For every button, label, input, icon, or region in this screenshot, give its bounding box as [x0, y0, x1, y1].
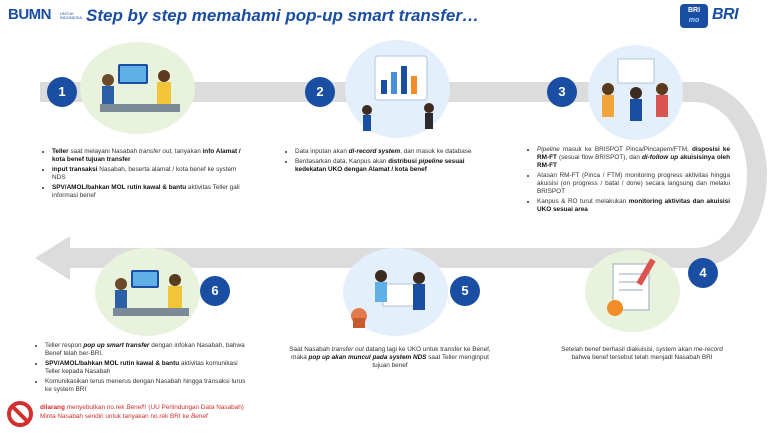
illustration-teller-1 — [80, 42, 195, 134]
step-1-bullet-2: • input transaksi Nasabah, beserta alamat / kota benef ke system NDS — [52, 166, 247, 182]
step-2-text — [285, 148, 490, 176]
document-illustration — [585, 250, 680, 332]
data-illustration — [345, 40, 450, 138]
step-2-bullet-1: • Data inputan akan di-record system, dan masuk ke database — [295, 148, 490, 156]
bri-logo: BRI — [712, 6, 739, 23]
step-1-badge: 1 — [47, 77, 77, 107]
step-5-text: Saat Nasabah transfer out datang lagi ke UKO untuk transfer ke Benef, maka pop up akan muncul pada system NDS saat Teller menginput tujuan benef — [289, 346, 491, 369]
step-1-bullet-1: • Teller saat melayani Nasabah transfer out, tanyakan info Alamat / kota benef tujuan transfer — [52, 148, 247, 164]
bumn-logo: BUMN UNTUK INDONESIA — [8, 6, 83, 23]
step-3-bullet-2: • Atasan RM-FT (Pinca / FTM) monitoring progress aktivitas hingga akuisisi (on progress / batal / done) secara langsung dan melalui BRISPOT — [537, 172, 730, 196]
team-illustration — [588, 45, 683, 140]
step-5-badge: 5 — [450, 276, 480, 306]
step-6-bullet-2: • SPV/AMOL/bahkan MOL rutin kawal & bantu aktivitas komunikasi Teller kepada Nasabah — [45, 360, 250, 376]
step-4-text: Setelah benef berhasil diakuisisi, system akan me-record bahwa benef tersebut telah menjadi Nasabah BRI — [561, 346, 723, 361]
teller-respond-illustration — [95, 248, 200, 336]
prohibited-icon — [6, 400, 34, 428]
footer-line-2: Minta Nasabah sendiri untuk tanyakan no.rek BRI ke Benef — [40, 413, 208, 420]
step-3-bullet-3: • Kanpus & RO turut melakukan monitoring aktivitas dan akuisisi UKO sesuai area — [537, 198, 730, 214]
page-title: Step by step memahami pop-up smart transfer… — [86, 6, 479, 25]
step-3-text — [527, 146, 730, 216]
step-2-badge: 2 — [305, 77, 335, 107]
step-6-badge: 6 — [200, 276, 230, 306]
footer-warning — [40, 403, 360, 421]
illustration-teller-6 — [95, 248, 200, 336]
step-3-badge: 3 — [547, 77, 577, 107]
footer-line-1: dilarang menyebutkan no.rek Benef!! (UU Perlindungan Data Nasabah) — [40, 404, 244, 411]
step-4-badge: 4 — [688, 258, 718, 288]
step-3-bullet-1: • Pipeline masuk ke BRISPOT Pinca/Pincapem/FTM, disposisi ke RM-FT (sesuai flow BRISPOT), dan di-follow up akuisisinya oleh RM-FT — [537, 146, 730, 170]
illustration-branch-5 — [343, 248, 448, 336]
step-6-text — [35, 342, 250, 396]
step-6-bullet-3: • Komunikasikan terus menerus dengan Nasabah hingga transaksi lurus ke system BRI — [45, 378, 250, 394]
arrow-head-left — [35, 236, 70, 280]
step-1-bullet-3: • SPV/AMOL/bahkan MOL rutin kawal & bantu aktivitas Teller gali informasi benef — [52, 184, 247, 200]
teller-illustration — [80, 42, 195, 134]
illustration-team-3 — [588, 45, 683, 140]
branch-illustration — [343, 248, 448, 336]
brimo-logo: BRI mo — [680, 4, 708, 28]
step-2-bullet-2: • Berdasarkan data, Kanpus akan distribusi pipeline sesuai kedekatan UKO dengan Alamat / kota benef — [295, 158, 490, 174]
step-1-text — [42, 148, 247, 202]
illustration-data-2 — [345, 40, 450, 138]
step-6-bullet-1: • Teller respon pop up smart transfer dengan infokan Nasabah, bahwa Benef telah ber-BRI. — [45, 342, 250, 358]
illustration-document-4 — [585, 250, 680, 332]
